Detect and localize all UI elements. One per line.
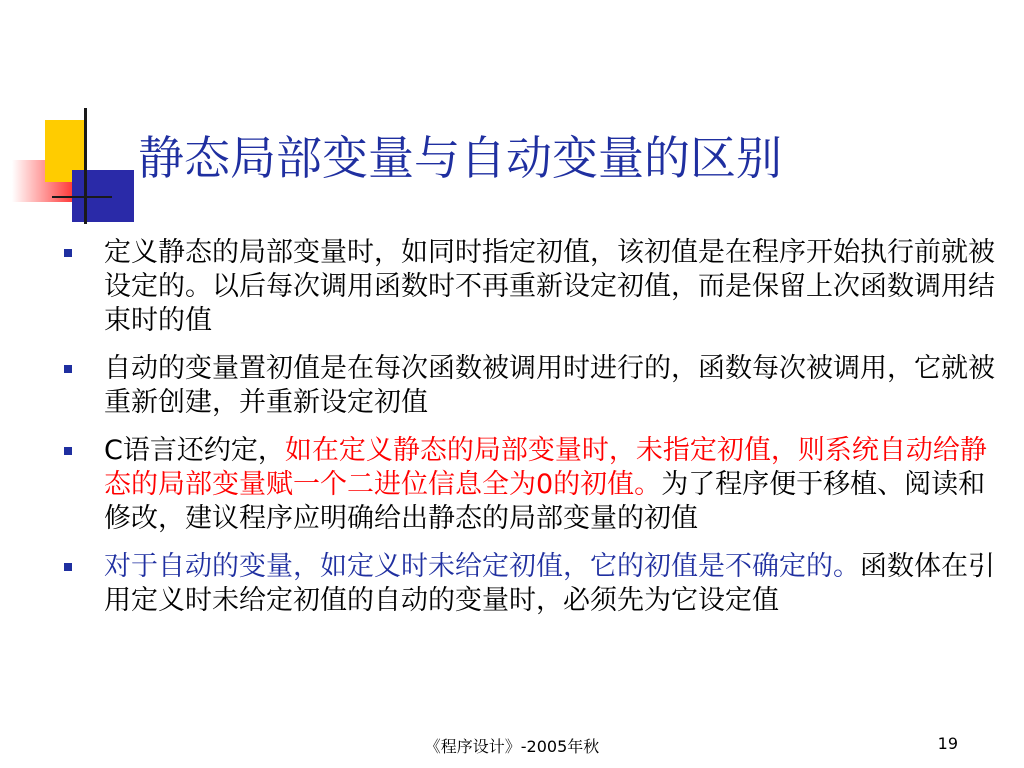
- bullet-list: [60, 236, 996, 632]
- decorative-logo-horizontal-line: [52, 196, 112, 198]
- bullet-text: 函数体在引用定义时未给定初值的自动的变量时，必须先为它设定值: [104, 551, 995, 616]
- slide-title: 静态局部变量与自动变量的区别: [138, 131, 782, 185]
- bullet-text-emphasis-blue: 对于自动的变量，如定义时未给定初值，它的初值是不确定的。: [104, 551, 860, 582]
- bullet-text: 为了程序便于移植、阅读和修改，建议程序应明确给出静态的局部变量的初值: [104, 469, 986, 534]
- bullet-square-icon: [64, 447, 72, 455]
- footer-course-title: 《程序设计》-2005年秋: [424, 737, 600, 756]
- decorative-logo-vertical-line: [84, 108, 87, 224]
- footer-page-number: 19: [937, 734, 958, 753]
- bullet-text-emphasis-red: 如在定义静态的局部变量时，未指定初值，则系统自动给静态的局部变量赋一个二进位信息全为0的初值。: [104, 435, 987, 500]
- bullet-text: 自动的变量置初值是在每次函数被调用时进行的，函数每次被调用，它就被重新创建，并重新设定初值: [104, 353, 995, 418]
- bullet-item: [60, 550, 996, 618]
- bullet-item: [60, 236, 996, 338]
- bullet-text: 定义静态的局部变量时，如同时指定初值，该初值是在程序开始执行前就被设定的。以后每次调用函数时不再重新设定初值，而是保留上次函数调用结束时的值: [104, 237, 995, 336]
- bullet-item: [60, 434, 996, 536]
- bullet-square-icon: [64, 563, 72, 571]
- bullet-square-icon: [64, 249, 72, 257]
- bullet-text: C语言还约定，: [104, 435, 285, 466]
- bullet-square-icon: [64, 365, 72, 373]
- bullet-item: [60, 352, 996, 420]
